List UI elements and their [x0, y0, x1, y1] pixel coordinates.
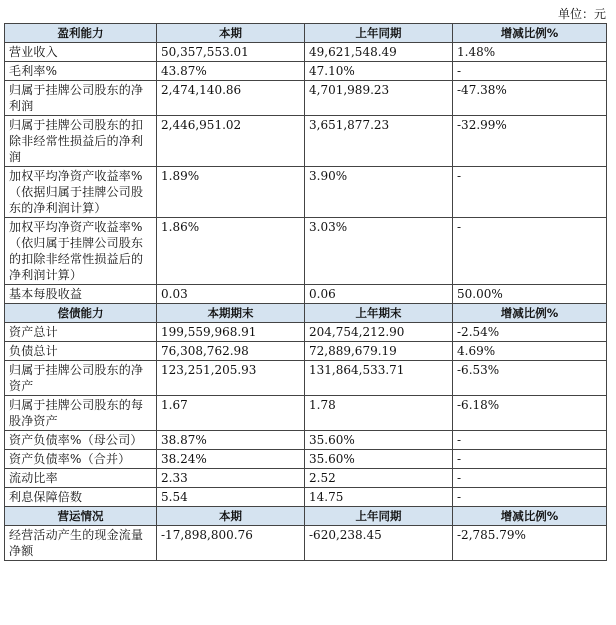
value-cell: 204,754,212.90 [305, 323, 453, 342]
value-cell: -47.38% [453, 81, 607, 116]
value-cell: - [453, 431, 607, 450]
value-cell: 3,651,877.23 [305, 116, 453, 167]
value-cell: - [453, 469, 607, 488]
table-row [5, 342, 607, 361]
table-row [5, 469, 607, 488]
value-cell: 4.69% [453, 342, 607, 361]
value-cell: -6.53% [453, 361, 607, 396]
row-label: 经营活动产生的现金流量净额 [5, 526, 157, 561]
value-cell: 50.00% [453, 285, 607, 304]
table-row [5, 218, 607, 285]
column-header: 增减比例% [453, 304, 607, 323]
table-row [5, 62, 607, 81]
value-cell: 131,864,533.71 [305, 361, 453, 396]
table-row [5, 450, 607, 469]
value-cell: 72,889,679.19 [305, 342, 453, 361]
value-cell: 43.87% [157, 62, 305, 81]
value-cell: 123,251,205.93 [157, 361, 305, 396]
row-label: 利息保障倍数 [5, 488, 157, 507]
row-label: 流动比率 [5, 469, 157, 488]
column-header: 本期 [157, 24, 305, 43]
table-row [5, 488, 607, 507]
section-header-row [5, 304, 607, 323]
value-cell: 47.10% [305, 62, 453, 81]
section-header-row [5, 24, 607, 43]
value-cell: 1.89% [157, 167, 305, 218]
value-cell: 4,701,989.23 [305, 81, 453, 116]
row-label: 毛利率% [5, 62, 157, 81]
row-label: 基本每股收益 [5, 285, 157, 304]
value-cell: 199,559,968.91 [157, 323, 305, 342]
row-label: 资产负债率%（合并） [5, 450, 157, 469]
column-header: 上年同期 [305, 24, 453, 43]
unit-label: 单位：元 [557, 7, 606, 21]
table-row [5, 116, 607, 167]
column-header: 本期期末 [157, 304, 305, 323]
value-cell: -6.18% [453, 396, 607, 431]
value-cell: 2,474,140.86 [157, 81, 305, 116]
row-label: 加权平均净资产收益率%（依归属于挂牌公司股东的扣除非经常性损益后的净利润计算） [5, 218, 157, 285]
value-cell: 1.48% [453, 43, 607, 62]
row-label: 资产总计 [5, 323, 157, 342]
row-label: 营业收入 [5, 43, 157, 62]
value-cell: - [453, 218, 607, 285]
value-cell: 35.60% [305, 431, 453, 450]
value-cell: 0.06 [305, 285, 453, 304]
table-row [5, 167, 607, 218]
row-label: 归属于挂牌公司股东的扣除非经常性损益后的净利润 [5, 116, 157, 167]
value-cell: 2.52 [305, 469, 453, 488]
table-row [5, 43, 607, 62]
table-row [5, 396, 607, 431]
row-label: 归属于挂牌公司股东的净资产 [5, 361, 157, 396]
value-cell: 76,308,762.98 [157, 342, 305, 361]
value-cell: 1.78 [305, 396, 453, 431]
value-cell: - [453, 488, 607, 507]
column-header: 本期 [157, 507, 305, 526]
value-cell: 1.86% [157, 218, 305, 285]
value-cell: 3.90% [305, 167, 453, 218]
value-cell: - [453, 62, 607, 81]
value-cell: 35.60% [305, 450, 453, 469]
row-label: 归属于挂牌公司股东的净利润 [5, 81, 157, 116]
row-label: 归属于挂牌公司股东的每股净资产 [5, 396, 157, 431]
section-title: 盈利能力 [5, 24, 157, 43]
row-label: 资产负债率%（母公司） [5, 431, 157, 450]
table-row [5, 81, 607, 116]
financial-summary-table [4, 23, 607, 561]
value-cell: 1.67 [157, 396, 305, 431]
value-cell: 3.03% [305, 218, 453, 285]
value-cell: -620,238.45 [305, 526, 453, 561]
value-cell: 5.54 [157, 488, 305, 507]
value-cell: - [453, 167, 607, 218]
value-cell: 38.87% [157, 431, 305, 450]
value-cell: 38.24% [157, 450, 305, 469]
value-cell: 49,621,548.49 [305, 43, 453, 62]
value-cell: 2,446,951.02 [157, 116, 305, 167]
value-cell: -32.99% [453, 116, 607, 167]
table-row [5, 526, 607, 561]
column-header: 上年同期 [305, 507, 453, 526]
value-cell: -2,785.79% [453, 526, 607, 561]
table-row [5, 431, 607, 450]
row-label: 负债总计 [5, 342, 157, 361]
table-row [5, 285, 607, 304]
column-header: 增减比例% [453, 24, 607, 43]
value-cell: -2.54% [453, 323, 607, 342]
value-cell: -17,898,800.76 [157, 526, 305, 561]
table-row [5, 361, 607, 396]
row-label: 加权平均净资产收益率%（依据归属于挂牌公司股东的净利润计算） [5, 167, 157, 218]
value-cell: 14.75 [305, 488, 453, 507]
column-header: 增减比例% [453, 507, 607, 526]
value-cell: 0.03 [157, 285, 305, 304]
value-cell: 2.33 [157, 469, 305, 488]
table-row [5, 323, 607, 342]
value-cell: - [453, 450, 607, 469]
value-cell: 50,357,553.01 [157, 43, 305, 62]
column-header: 上年期末 [305, 304, 453, 323]
section-header-row [5, 507, 607, 526]
section-title: 偿债能力 [5, 304, 157, 323]
section-title: 营运情况 [5, 507, 157, 526]
